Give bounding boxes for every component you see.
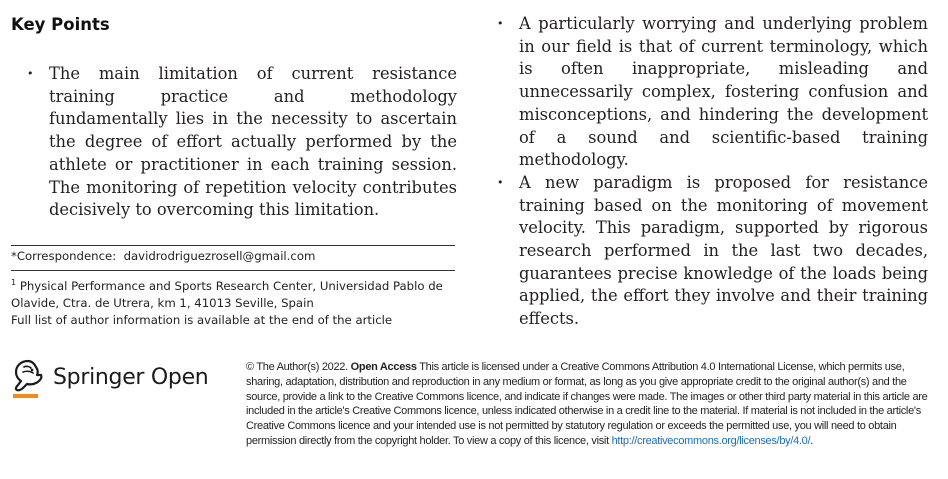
affiliation-text: Physical Performance and Sports Research Center, Universidad Pablo de Olavide, Ctra. de Utrera, km 1, 41013 Seville, Spain [11,278,443,310]
bullet-icon: • [27,67,34,80]
key-points-left-list [27,63,457,222]
correspondence-email[interactable]: davidrodriguezrosell@gmail.com [123,249,316,263]
springer-open-wordmark [53,365,208,390]
key-point-text: A particularly worrying and underlying problem in our field is that of current terminology, which is often inappropriate, misleading and unnecessarily complex, fostering confusion and misconceptions, and hindering the development of a sound and scientific-based training methodology. [519,14,928,170]
bullet-icon: • [497,175,504,189]
footnote-divider [11,245,455,246]
affiliation-mark: 1 [11,278,17,287]
bullet-icon: • [497,17,504,30]
license-text [246,360,934,449]
key-points-heading: Key Points [11,15,110,34]
footnote-divider [11,270,455,271]
key-point-item [497,172,928,331]
springer-horse-icon [11,358,44,400]
correspondence-label: *Correspondence: [11,249,117,263]
key-points-right-list [497,13,928,331]
license-end: . [810,434,814,447]
key-point-item [27,63,457,222]
license-body: This article is licensed under a Creative Commons Attribution 4.0 International License, which permits use, sharing, adaptation, distribution and reproduction in any medium or format, as long as you give appropriate credit to the original author(s) and the source, provide a link to the Creative Commons licence, and indicate if changes were made. The images or other third party material in this article are included in the article's Creative Commons licence, unless indicated otherwise in a credit line to the material. If material is not included in the article's Creative Commons licence and your intended use is not permitted by statutory regulation or exceeds the permitted use, you will need to obtain permission directly from the copyright holder. To view a copy of this licence, visit [246,361,928,447]
correspondence-note [11,249,315,263]
key-point-text: A new paradigm is proposed for resistance training based on the monitoring of movement velocity. This paradigm, supported by rigorous research performed in the last two decades, guarantees precise knowledge of the loads being applied, the effort they involve and their training effects. [519,172,928,329]
open-access-label: Open Access [350,361,417,373]
license-link[interactable]: http://creativecommons.org/licenses/by/4.0/ [611,434,811,447]
copyright-notice: © The Author(s) 2022. [246,361,348,373]
key-point-text: The main limitation of current resistance training practice and methodology fundamentally lies in the necessity to ascertain the degree of effort actually performed by the athlete or practitioner in each training session. The monitoring of repetition velocity contributes decisively to overcoming this limitation. [49,64,457,220]
affiliation-note [11,274,451,329]
author-info-note: Full list of author information is available at the end of the article [11,312,393,327]
open-word: Open [150,365,209,390]
key-point-item [497,13,928,172]
springer-word: Springer [53,365,145,390]
